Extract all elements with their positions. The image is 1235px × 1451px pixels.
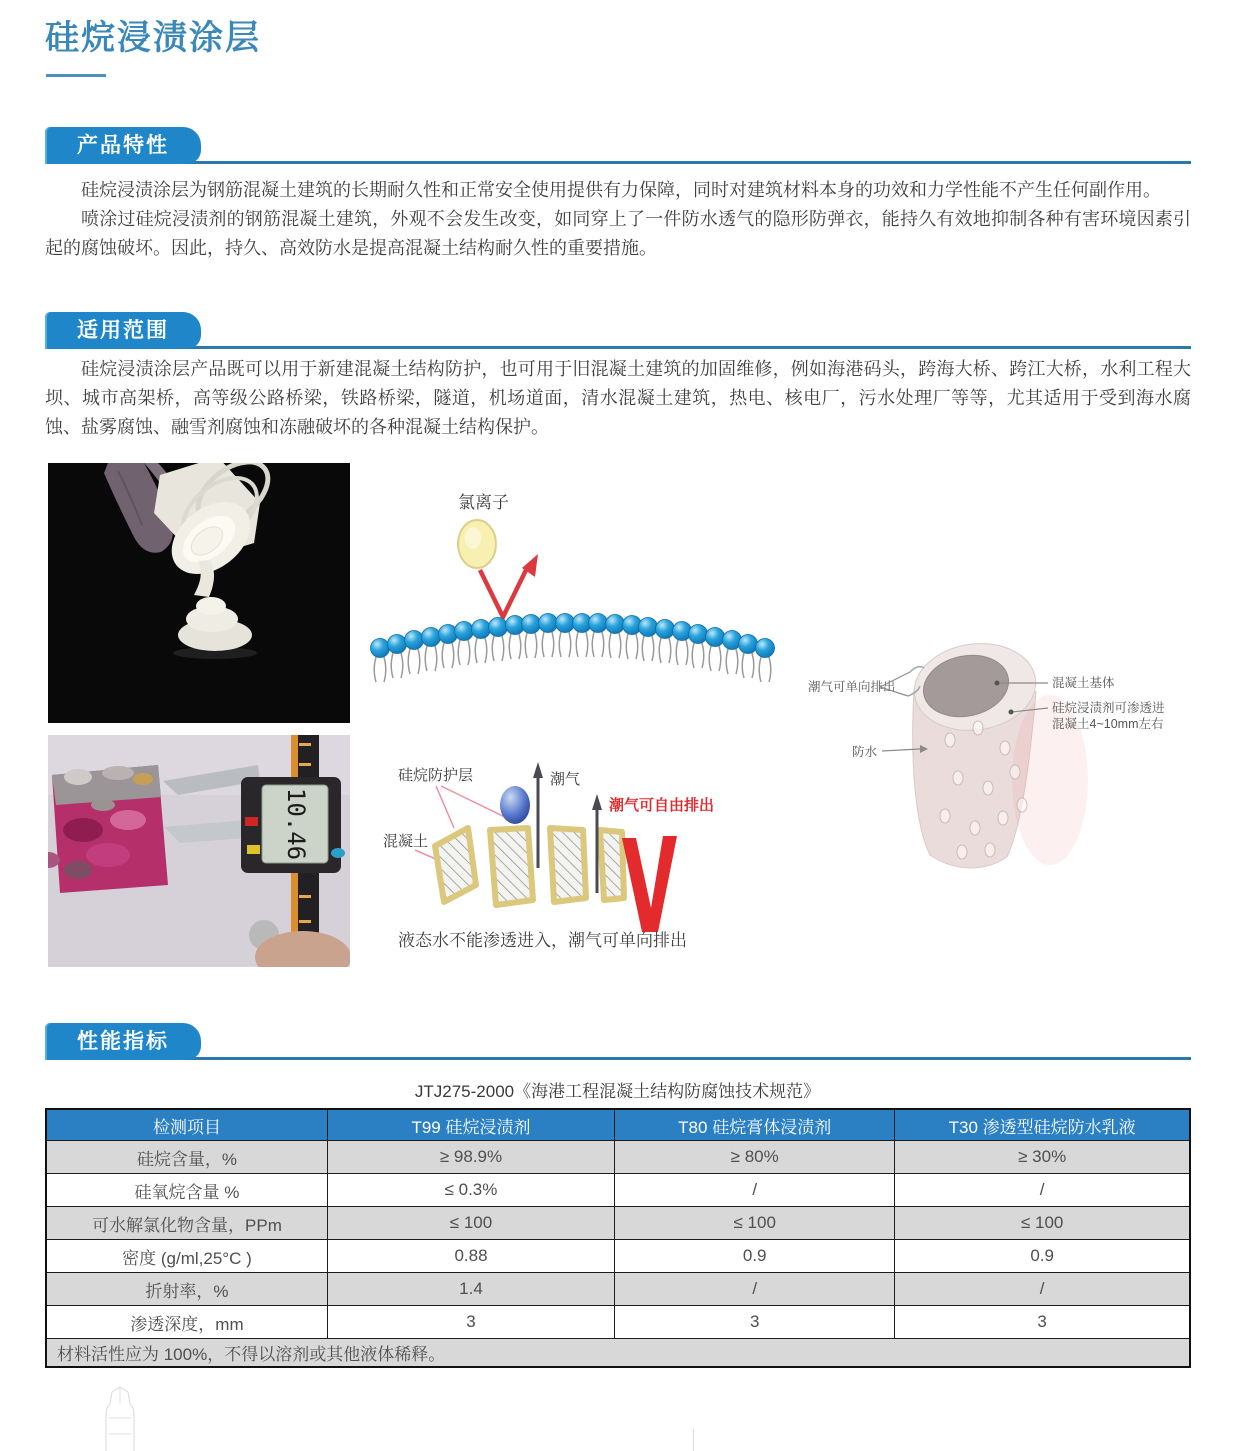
photo-caliper-measurement — [48, 735, 350, 967]
table-row — [46, 1141, 1190, 1174]
cell-value: ≥ 80% — [615, 1141, 895, 1174]
cell-value: 3 — [895, 1306, 1190, 1339]
cell-value: 0.9 — [615, 1240, 895, 1273]
section-tab-scope: 适用范围 — [45, 312, 201, 349]
cell-value: / — [615, 1273, 895, 1306]
table-row — [46, 1306, 1190, 1339]
bounce-arrow — [480, 566, 528, 617]
cell-value: 1.4 — [327, 1273, 614, 1306]
table-row — [46, 1207, 1190, 1240]
waterproof-label: 防水 — [852, 745, 878, 759]
matrix-label: 混凝土基体 — [1052, 676, 1115, 690]
table-row — [46, 1273, 1190, 1306]
table-row — [46, 1174, 1190, 1207]
table-footnote: 材料活性应为 100%，不得以溶剂或其他液体稀释。 — [46, 1339, 1190, 1368]
table-header-row — [46, 1109, 1190, 1141]
section-rule — [45, 1057, 1191, 1060]
diagram-breathable-layer — [378, 750, 778, 960]
moisture-caption: 液态水不能渗透进入，潮气可单向排出 — [398, 931, 687, 950]
cell-value: ≤ 100 — [895, 1207, 1190, 1240]
features-paragraphs — [45, 176, 1191, 263]
col-header-item: 检测项目 — [46, 1109, 327, 1141]
row-label: 硅烷含量，% — [46, 1141, 327, 1174]
row-label: 渗透深度，mm — [46, 1306, 327, 1339]
caliper-blue-button — [331, 848, 345, 858]
row-label: 硅氧烷含量 % — [46, 1174, 327, 1207]
cell-value: ≥ 30% — [895, 1141, 1190, 1174]
oneway-vapor-label: 潮气可单向排出 — [808, 680, 896, 694]
caliper-display-value: 10.46 — [282, 787, 310, 861]
coated-concrete-tooth — [600, 830, 624, 900]
page-title: 硅烷浸渍涂层 — [45, 19, 261, 57]
section-rule — [45, 161, 1191, 164]
scope-paragraphs — [45, 355, 1191, 442]
section-rule — [45, 346, 1191, 349]
coated-concrete-tooth — [550, 828, 586, 902]
standard-caption: JTJ275-2000《海港工程混凝土结构防腐蚀技术规范》 — [414, 1082, 821, 1101]
caliper-yellow-button — [247, 845, 260, 854]
free-exit-label: 潮气可自由排出 — [609, 797, 715, 814]
coated-concrete-tooth — [435, 828, 476, 902]
cell-value: ≤ 0.3% — [327, 1174, 614, 1207]
cell-value: / — [895, 1273, 1190, 1306]
features-paragraph-1: 硅烷浸渍涂层为钢筋混凝土建筑的长期耐久性和正常安全使用提供有力保障，同时对建筑材料本身的功效和力学性能不产生任何副作用。 — [81, 180, 1161, 200]
cell-value: 0.88 — [327, 1240, 614, 1273]
col-header-t99: T99 硅烷浸渍剂 — [327, 1109, 614, 1141]
col-header-t30: T30 渗透型硅烷防水乳液 — [895, 1109, 1190, 1141]
cell-value: ≤ 100 — [615, 1207, 895, 1240]
cell-value: 3 — [615, 1306, 895, 1339]
photo-silane-cream-pouring — [48, 463, 350, 723]
cell-value: 3 — [327, 1306, 614, 1339]
section-header-performance — [45, 1023, 1191, 1060]
watermark-building-outline — [96, 1384, 152, 1451]
row-label: 折射率，% — [46, 1273, 327, 1306]
vapor-label: 潮气 — [550, 771, 581, 788]
silane-layer-label: 硅烷防护层 — [398, 767, 474, 784]
row-label: 可水解氯化物含量，PPm — [46, 1207, 327, 1240]
section-tab-performance: 性能指标 — [45, 1023, 201, 1060]
penetrate-label-line2: 混凝土4~10mm左右 — [1052, 717, 1164, 731]
scope-paragraph: 硅烷浸渍涂层产品既可以用于新建混凝土结构防护，也可用于旧混凝土建筑的加固维修，例如海港码头，跨海大桥、跨江大桥，水利工程大坝、城市高架桥，高等级公路桥梁，铁路桥梁，隧道，机场道面，清水混凝土建筑，热电、核电厂，污水处理厂等等，尤其适用于受到海水腐蚀、盐雾腐蚀、融雪剂腐蚀和冻融破坏的各种混凝土结构保护。 — [45, 359, 1191, 437]
cell-value: 0.9 — [895, 1240, 1190, 1273]
section-header-scope — [45, 312, 1191, 349]
table-row — [46, 1240, 1190, 1273]
title-underline — [46, 74, 106, 77]
section-tab-features: 产品特性 — [45, 127, 201, 164]
cell-value: / — [615, 1174, 895, 1207]
watermark-line — [693, 1429, 694, 1451]
concrete-label: 混凝土 — [383, 833, 429, 850]
features-paragraph-2: 喷涂过硅烷浸渍剂的钢筋混凝土建筑，外观不会发生改变，如同穿上了一件防水透气的隐形防弹衣，能持久有效地抑制各种有害环境因素引起的腐蚀破坏。因此，持久、高效防水是提高混凝土结构耐久性的重要措施。 — [45, 209, 1191, 258]
cell-value: / — [895, 1174, 1190, 1207]
col-header-t80: T80 硅烷膏体浸渍剂 — [615, 1109, 895, 1141]
water-droplet — [500, 786, 530, 824]
penetrate-label-line1: 硅烷浸渍剂可渗透进 — [1052, 701, 1165, 715]
table-footnote-row — [46, 1339, 1190, 1368]
diagram-concrete-cylinder — [800, 620, 1200, 960]
section-header-features — [45, 127, 1191, 164]
coated-concrete-tooth — [490, 828, 533, 905]
performance-table — [45, 1108, 1191, 1368]
cell-value: ≥ 98.9% — [327, 1141, 614, 1174]
diagram-chloride-repelled — [370, 478, 790, 703]
cell-value: ≤ 100 — [327, 1207, 614, 1240]
chloride-ion-label: 氯离子 — [458, 493, 509, 512]
row-label: 密度 (g/ml,25°C ) — [46, 1240, 327, 1273]
red-checkmark — [622, 836, 677, 932]
caliper-red-button — [245, 817, 258, 826]
